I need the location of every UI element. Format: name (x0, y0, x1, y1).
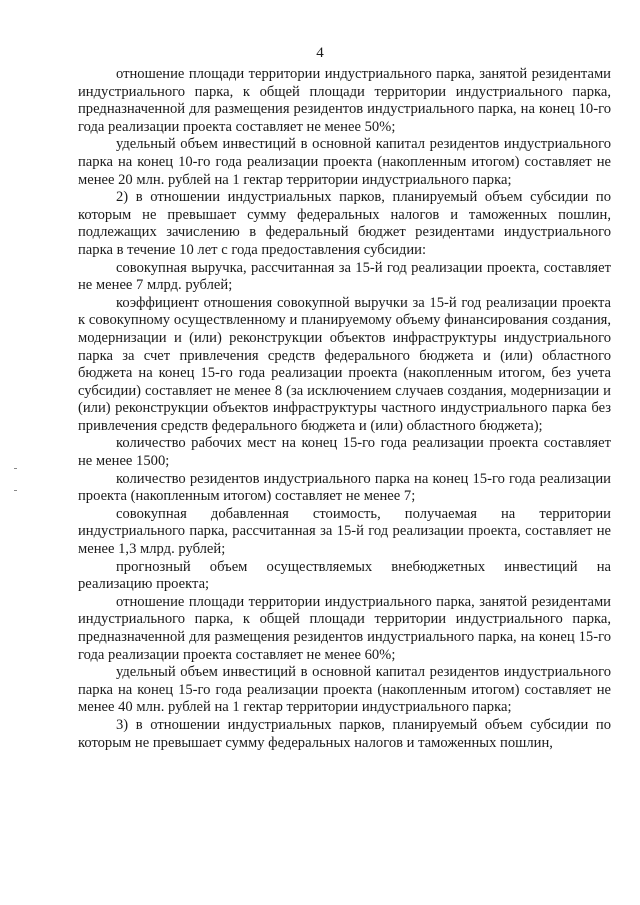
page-number: 4 (316, 45, 324, 61)
paragraph: удельный объем инвестиций в основной капитал резидентов индустриального парка на конец 10-го года реализации проекта (накопленным итогом) составляет не менее 20 млн. рублей на 1 гектар территории индустриального парка; (78, 136, 611, 188)
paragraph: совокупная выручка, рассчитанная за 15-й год реализации проекта, составляет не менее 7 млрд. рублей; (78, 259, 611, 294)
paragraph: количество рабочих мест на конец 15-го года реализации проекта составляет не менее 1500; (78, 435, 611, 470)
paragraph: коэффициент отношения совокупной выручки за 15-й год реализации проекта к совокупному осуществленному и планируемому объему финансирования создания, модернизации и (или) реконструкции объектов инфраструктуры индустриального парка за счет привлечения средств федерального бюджета и (или) областного бюджета на конец 15-го года реализации проекта (накопленным итогом, без учета субсидии) составляет не менее 8 (за исключением случаев создания, модернизации и (или) реконструкции объектов инфраструктуры частного индустриального парка без привлечения средств федерального бюджета и (или) областного бюджета); (78, 294, 611, 434)
paragraph: отношение площади территории индустриального парка, занятой резидентами индустриального парка, к общей площади территории индустриального парка, предназначенной для размещения резидентов индустриального парка, на конец 10-го года реализации проекта составляет не менее 50%; (78, 66, 611, 135)
paragraph: удельный объем инвестиций в основной капитал резидентов индустриального парка на конец 15-го года реализации проекта (накопленным итогом) составляет не менее 40 млн. рублей на 1 гектар территории индустриального парка; (78, 664, 611, 716)
paragraph: количество резидентов индустриального парка на конец 15-го года реализации проекта (накопленным итогом) составляет не менее 7; (78, 470, 611, 505)
paragraph: 2) в отношении индустриальных парков, планируемый объем субсидии по которым не превышает сумму федеральных налогов и таможенных пошлин, подлежащих зачислению в федеральный бюджет резидентами индустриального парка в течение 10 лет с года предоставления субсидии: (78, 189, 611, 258)
paragraph: совокупная добавленная стоимость, получаемая на территории индустриального парка, рассчитанная за 15-й год реализации проекта, составляет не менее 1,3 млрд. рублей; (78, 505, 611, 558)
document-body (78, 66, 611, 752)
paragraph: отношение площади территории индустриального парка, занятой резидентами индустриального парка, к общей площади территории индустриального парка, предназначенной для размещения резидентов индустриального парка, на конец 15-го года реализации проекта составляет не менее 60%; (78, 593, 611, 663)
scan-artifact (14, 468, 17, 469)
paragraph: 3) в отношении индустриальных парков, планируемый объем субсидии по которым не превышает сумму федеральных налогов и таможенных пошлин, (78, 716, 611, 751)
scan-artifact (14, 490, 17, 491)
paragraph: прогнозный объем осуществляемых внебюджетных инвестиций на реализацию проекта; (78, 558, 611, 593)
